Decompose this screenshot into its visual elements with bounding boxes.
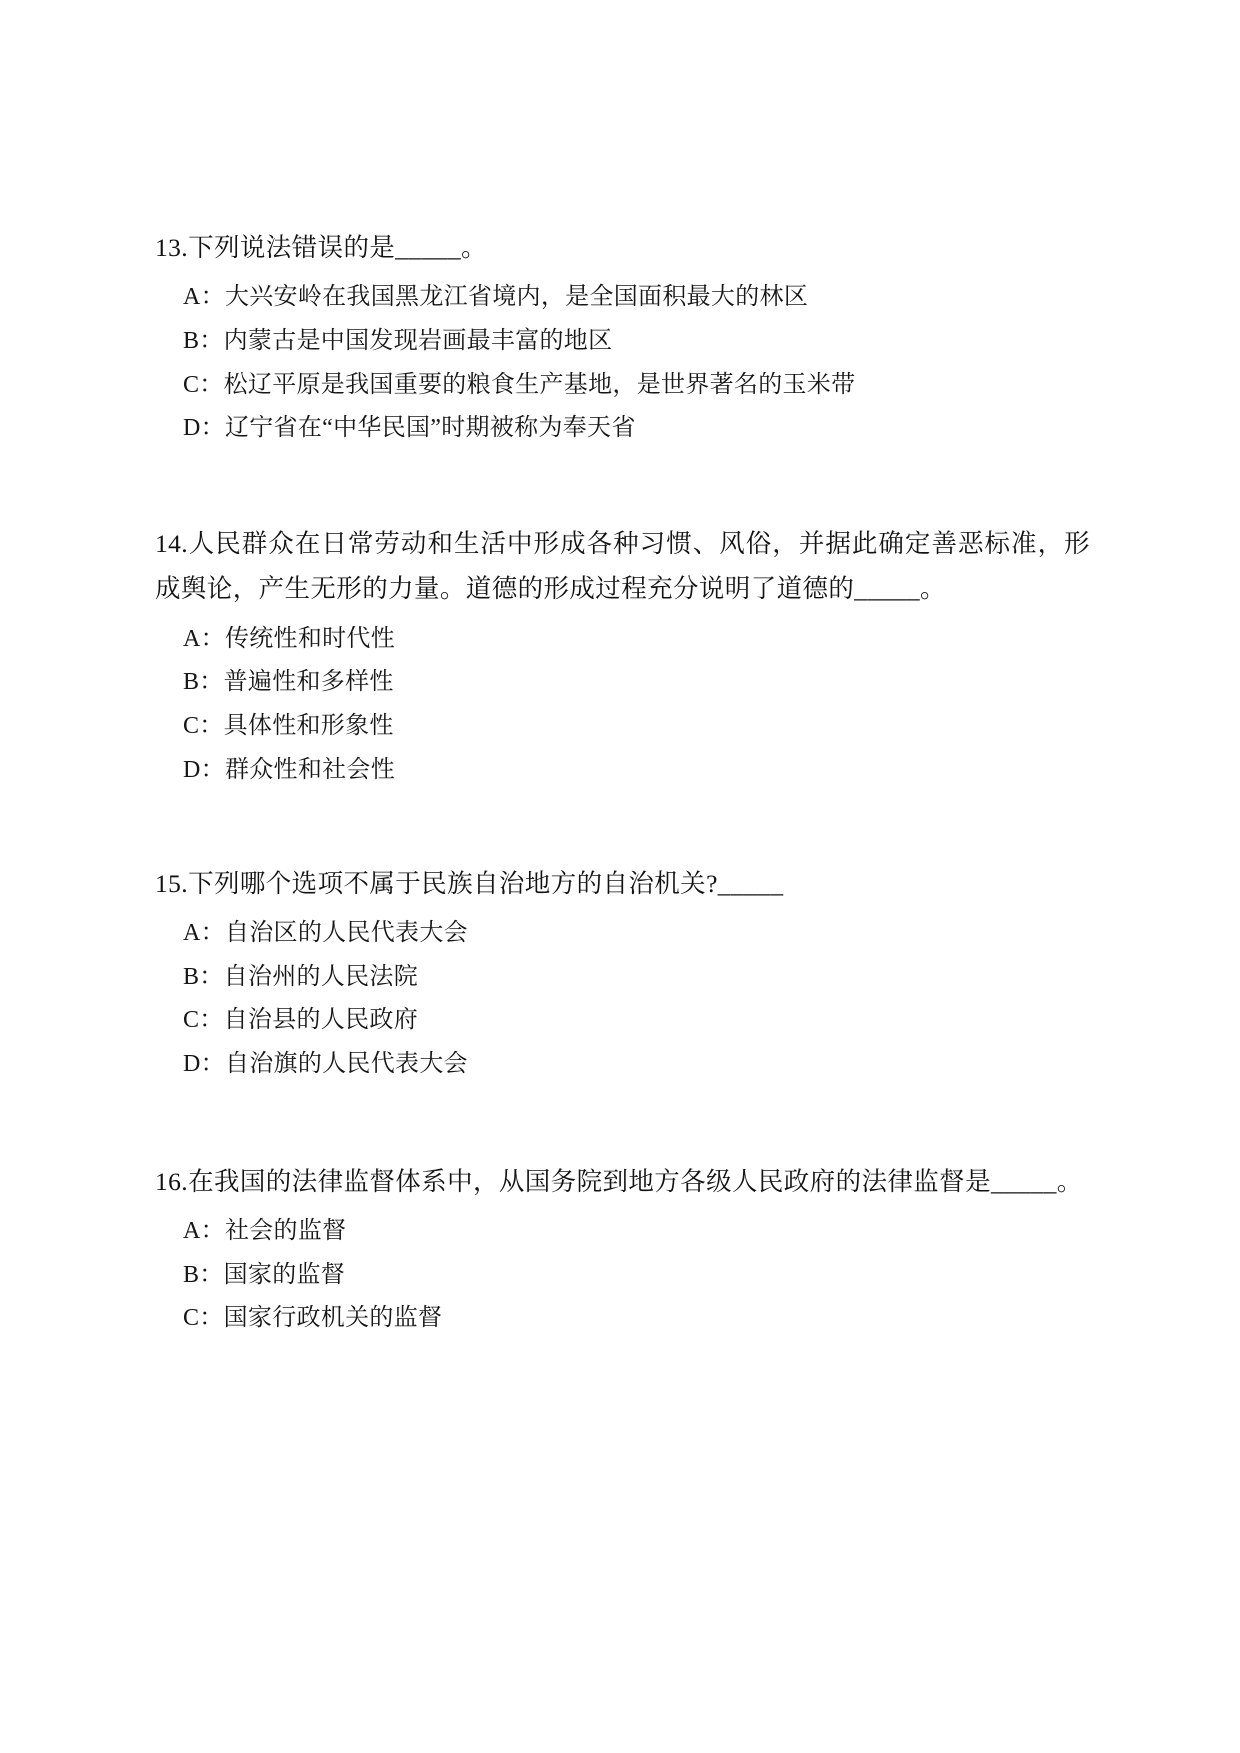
question-text: 下列哪个选项不属于民族自治地方的自治机关?_____: [188, 868, 784, 898]
question-block: [155, 861, 1090, 1087]
option-item[interactable]: [183, 276, 1090, 320]
option-item[interactable]: [183, 956, 1090, 1000]
option-text: 自治县的人民政府: [223, 1007, 419, 1034]
option-text: 内蒙古是中国发现岩画最丰富的地区: [223, 328, 613, 355]
option-item[interactable]: [183, 1043, 1090, 1087]
option-label: A：: [183, 1217, 225, 1244]
option-text: 大兴安岭在我国黑龙江省境内，是全国面积最大的林区: [224, 284, 809, 311]
question-number: 15.: [155, 868, 189, 898]
question-block: [155, 1159, 1090, 1341]
option-item[interactable]: [183, 1210, 1090, 1254]
option-label: C：: [183, 1305, 224, 1332]
option-item[interactable]: [183, 320, 1090, 364]
question-number: 16.: [155, 1166, 189, 1196]
option-item[interactable]: [183, 749, 1090, 793]
option-text: 自治旗的人民代表大会: [224, 1050, 468, 1077]
option-text: 辽宁省在“中华民国”时期被称为奉天省: [224, 415, 636, 442]
option-text: 国家行政机关的监督: [223, 1305, 443, 1332]
option-item[interactable]: [183, 661, 1090, 705]
option-item[interactable]: [183, 1297, 1090, 1341]
question-text: 下列说法错误的是_____。: [188, 233, 487, 262]
option-text: 普遍性和多样性: [223, 669, 394, 696]
question-block: [155, 521, 1090, 792]
option-list: [155, 276, 1090, 451]
option-list: [155, 912, 1090, 1087]
question-text: 在我国的法律监督体系中，从国务院到地方各级人民政府的法律监督是_____。: [188, 1166, 1083, 1196]
option-label: C：: [183, 713, 224, 740]
option-label: C：: [183, 371, 224, 398]
option-label: D：: [183, 1050, 225, 1077]
option-item[interactable]: [183, 407, 1090, 451]
option-text: 社会的监督: [224, 1217, 347, 1244]
question-stem: [155, 521, 1090, 612]
option-label: A：: [183, 625, 225, 652]
option-text: 国家的监督: [223, 1261, 346, 1288]
option-item[interactable]: [183, 1254, 1090, 1298]
option-label: B：: [183, 1261, 224, 1288]
option-text: 松辽平原是我国重要的粮食生产基地，是世界著名的玉米带: [223, 371, 856, 398]
question-number: 13.: [155, 233, 189, 262]
question-number: 14.: [155, 529, 189, 559]
option-text: 群众性和社会性: [224, 756, 396, 783]
option-label: B：: [183, 963, 224, 990]
question-block: [155, 225, 1090, 451]
option-item[interactable]: [183, 912, 1090, 956]
option-item[interactable]: [183, 999, 1090, 1043]
option-text: 自治区的人民代表大会: [224, 919, 468, 946]
question-stem: [155, 225, 1090, 270]
option-label: D：: [183, 756, 225, 783]
option-label: C：: [183, 1007, 224, 1034]
question-text: 人民群众在日常劳动和生活中形成各种习惯、风俗，并据此确定善恶标准，形成舆论，产生无形的力量。道德的形成过程充分说明了道德的_____。: [155, 529, 1090, 604]
question-stem: [155, 1159, 1090, 1204]
option-label: B：: [183, 669, 224, 696]
option-text: 具体性和形象性: [223, 713, 394, 740]
option-text: 自治州的人民法院: [223, 963, 419, 990]
option-text: 传统性和时代性: [224, 625, 396, 652]
option-label: B：: [183, 328, 224, 355]
option-list: [155, 1210, 1090, 1341]
option-item[interactable]: [183, 364, 1090, 408]
option-label: A：: [183, 284, 225, 311]
option-item[interactable]: [183, 705, 1090, 749]
option-label: A：: [183, 919, 225, 946]
option-list: [155, 618, 1090, 793]
option-label: D：: [183, 415, 225, 442]
question-stem: [155, 861, 1090, 906]
option-item[interactable]: [183, 618, 1090, 662]
